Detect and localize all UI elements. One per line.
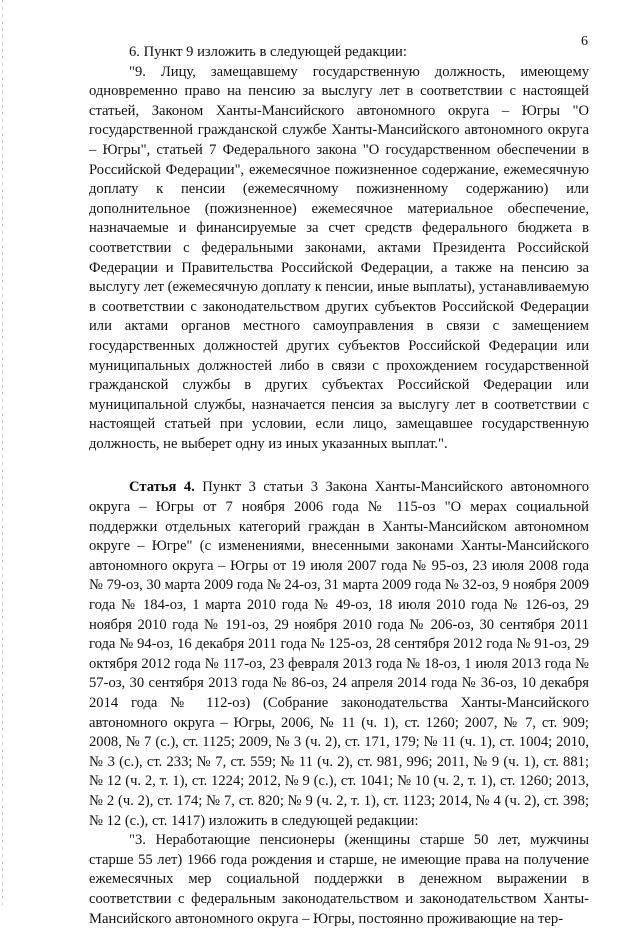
item-9-paragraph: "9. Лицу, замещавшему государственную должность, имеющему одновременно право на пенсию за выслугу лет в соответствии с настоящей статьей, Законом Ханты-Мансийского автономного округа – Югры "О государственной гражданской службе Ханты-Мансийского автономного округа – Югры", статьей 7 Федерального закона "О государственном обеспечении в Российской Федерации", ежемесячное пожизненное содержание, ежемесячную доплату к пенсии (ежемесячному пожизненному содержанию) или дополнительное (пожизненное) ежемесячное материальное обеспечение, назначаемые и финансируемые за счет средств федерального бюджета в соответствии с федеральными законами, актами Президента Российской Федерации и Правительства Российской Федерации, а также на пенсию за выслугу лет (ежемесячную доплату к пенсии, иные выплаты), устанавливаемую в соответствии с законодательством других субъектов Российской Федерации или актами органов местного самоуправления в связи с замещением государственных должностей других субъектов Российской Федерации или муниципальных должностей либо в связи с прохождением государственной гражданской службы в других субъектах Российской Федерации или муниципальной службы, назначается пенсия за выслугу лет в соответствии с настоящей статьей при условии, если лицо, замещавшее государственную должность, не выберет одну из иных указанных выплат.". — [89, 63, 589, 452]
item-6-heading: 6. Пункт 9 изложить в следующей редакции: — [129, 44, 407, 60]
article-4-label: Статья 4. — [129, 479, 195, 496]
page-number: 6 — [581, 34, 588, 49]
document-body — [89, 43, 589, 929]
item-3-paragraph: "3. Неработающие пенсионеры (женщины старше 50 лет, мужчины старше 55 лет) 1966 года рождения и старше, не имеющие права на получение ежемесячных мер социальной поддержки в денежном выражении в соответствии с федеральным законодательством и законодательством Ханты-Мансийского автономного округа – Югры, постоянно проживающие на тер- — [89, 832, 589, 927]
article-4-text: Пункт 3 статьи 3 Закона Ханты-Мансийского автономного округа – Югры от 7 ноября 2006 года № 115-оз "О мерах социальной поддержки отдельных категорий граждан в Ханты-Мансийском автономном округе – Югре" (с изменениями, внесенными законами Ханты-Мансийского автономного округа – Югры от 19 июля 2007 года № 95-оз, 23 июля 2008 года № 79-оз, 30 марта 2009 года № 24-оз, 31 марта 2009 года № 32-оз, 9 ноября 2009 года № 184-оз, 1 марта 2010 года № 49-оз, 18 июля 2010 года № 126-оз, 29 ноября 2010 года № 191-оз, 29 ноября 2010 года № 206-оз, 30 сентября 2011 года № 94-оз, 16 декабря 2011 года № 125-оз, 28 сентября 2012 года № 91-оз, 29 октября 2012 года № 117-оз, 23 февраля 2013 года № 18-оз, 1 июля 2013 года № 57-оз, 30 сентября 2013 года № 86-оз, 24 апреля 2014 года № 36-оз, 10 декабря 2014 года № 112-оз) (Собрание законодательства Ханты-Мансийского автономного округа – Югры, 2006, № 11 (ч. 1), ст. 1260; 2007, № 7, ст. 909; 2008, № 7 (с.), ст. 1125; 2009, № 3 (ч. 2), ст. 171, 179; № 11 (ч. 1), ст. 1004; 2010, № 3 (с.), ст. 233; № 7, ст. 559; № 11 (ч. 2), ст. 981, 996; 2011, № 9 (ч. 1), ст. 881; № 12 (ч. 2, т. 1), ст. 1224; 2012, № 9 (с.), ст. 1041; № 10 (ч. 2, т. 1), ст. 1260; 2013, № 2 (ч. 2), ст. 174; № 7, ст. 820; № 9 (ч. 2, т. 1), ст. 1123; 2014, № 4 (ч. 2), ст. 398; № 12 (с.), ст. 1417) изложить в следующей редакции: — [89, 479, 589, 829]
paragraph-spacing — [89, 454, 589, 478]
scan-edge-artifact — [2, 0, 3, 905]
article-4-paragraph — [89, 478, 589, 831]
